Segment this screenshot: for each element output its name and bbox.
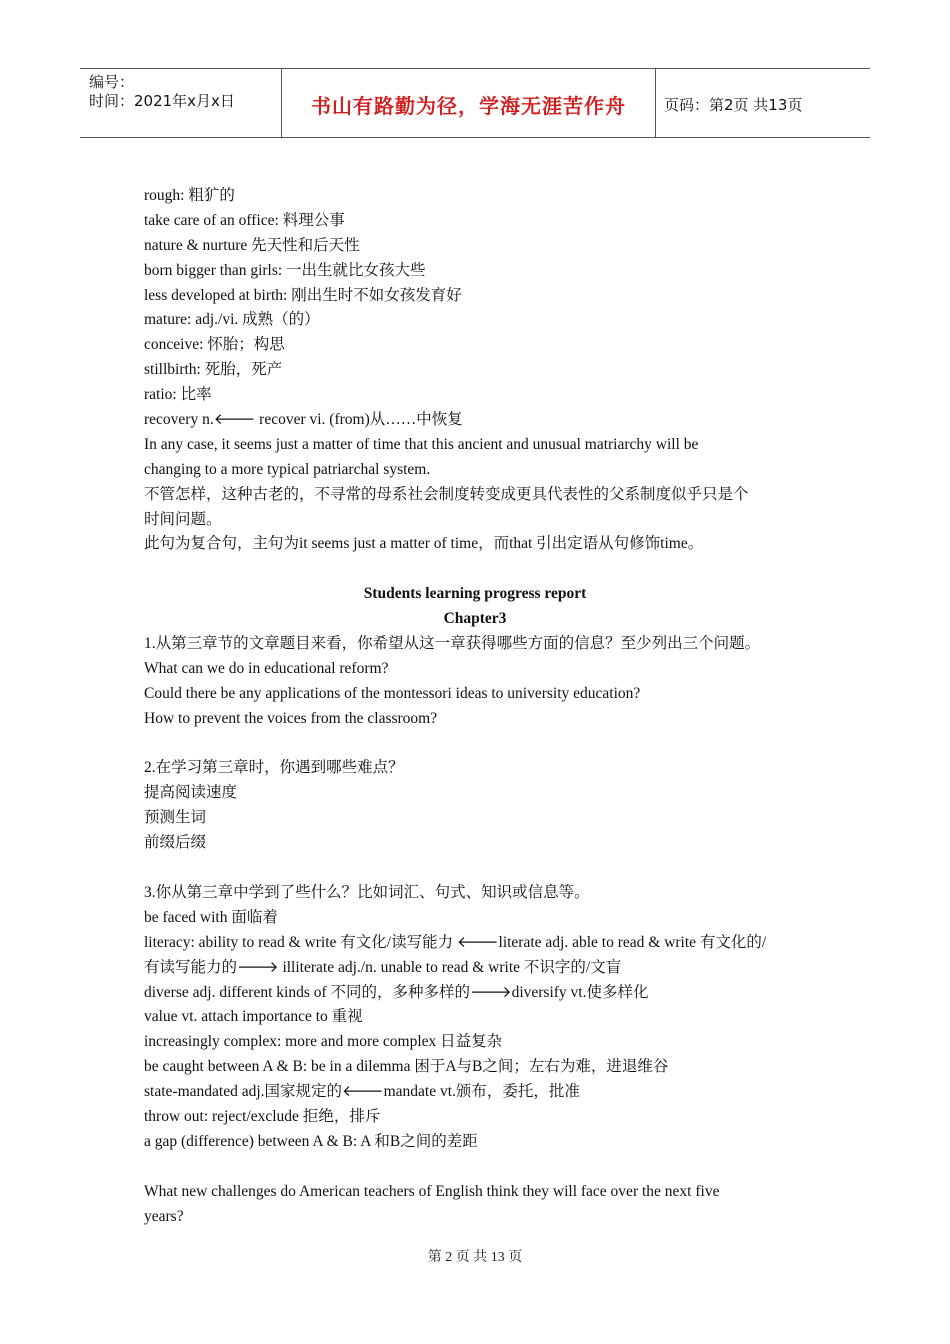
text-line: nature & nurture 先天性和后天性 (144, 236, 360, 254)
text-line: 此句为复合句，主句为it seems just a matter of time，而that 引出定语从句修饰time。 (144, 535, 704, 553)
text-line: changing to a more typical patriarchal system. (144, 460, 431, 478)
text-line: years? (144, 1207, 184, 1225)
text-line: stillbirth: 死胎，死产 (144, 361, 283, 379)
text-line: throw out: reject/exclude 拒绝，排斥 (144, 1107, 381, 1125)
header-meta-cell (80, 69, 281, 137)
document-body (144, 184, 824, 1229)
text-line: 不管怎样，这种古老的，不寻常的母系社会制度转变成更具代表性的父系制度似乎只是个 (144, 485, 749, 503)
text-line: literacy: ability to read & write 有文化/读写能力 🡐literate adj. able to read & write 有文化的/ (144, 933, 767, 951)
page-header (80, 68, 870, 138)
blank-line (144, 856, 824, 881)
text-line: What new challenges do American teachers of English think they will face over the next five (144, 1182, 720, 1200)
text-line: 预测生词 (144, 809, 207, 827)
text-line: What can we do in educational reform? (144, 659, 389, 677)
text-line: mature: adj./vi. 成熟（的） (144, 311, 320, 329)
text-line: born bigger than girls: 一出生就比女孩大些 (144, 261, 426, 279)
text-line: 前缀后缀 (144, 834, 207, 852)
text-line: state-mandated adj.国家规定的🡐mandate vt.颁布，委托，批准 (144, 1083, 580, 1101)
text-line: ratio: 比率 (144, 386, 212, 404)
text-line: a gap (difference) between A & B: A 和B之间的差距 (144, 1132, 478, 1150)
text-line: In any case, it seems just a matter of time that this ancient and unusual matriarchy will be (144, 435, 699, 453)
header-motto: 书山有路勤为径，学海无涯苦作舟 (311, 94, 626, 118)
blank-line (144, 557, 824, 582)
text-line: How to prevent the voices from the classroom? (144, 709, 438, 727)
text-line: diverse adj. different kinds of 不同的，多种多样的🡒diversify vt.使多样化 (144, 983, 649, 1001)
text-line: recovery n.🡐 recover vi. (from)从……中恢复 (144, 411, 463, 429)
text-line: rough: 粗犷的 (144, 187, 235, 204)
blank-line (144, 732, 824, 757)
text-line: be caught between A & B: be in a dilemma 困于A与B之间；左右为难，进退维谷 (144, 1058, 669, 1076)
text-line: value vt. attach importance to 重视 (144, 1008, 363, 1026)
page-info: 页码：第2页 共13页 (664, 96, 803, 114)
document-number-label: 编号： (89, 73, 135, 91)
text-line: less developed at birth: 刚出生时不如女孩发育好 (144, 286, 462, 304)
report-title: Students learning progress report (363, 585, 587, 603)
header-motto-cell (281, 69, 656, 137)
text-line: take care of an office: 料理公事 (144, 211, 345, 229)
question-heading: 3.你从第三章中学到了些什么？比如词汇、句式、知识或信息等。 (144, 883, 590, 901)
text-line: increasingly complex: more and more complex 日益复杂 (144, 1033, 503, 1051)
question-heading: 1.从第三章节的文章题目来看，你希望从这一章获得哪些方面的信息？至少列出三个问题。 (144, 635, 761, 653)
chapter-heading: Chapter3 (443, 610, 507, 628)
question-heading: 2.在学习第三章时，你遇到哪些难点？ (144, 759, 404, 777)
text-line: be faced with 面临着 (144, 908, 278, 926)
blank-line (144, 1155, 824, 1180)
text-line: conceive: 怀胎；构思 (144, 336, 285, 354)
document-date-label: 时间：2021年x月x日 (89, 92, 235, 110)
text-line: Could there be any applications of the montessori ideas to university education? (144, 684, 641, 702)
text-line: 有读写能力的🡒 illiterate adj./n. unable to read & write 不识字的/文盲 (144, 958, 622, 976)
page-footer: 第 2 页 共 13 页 (427, 1250, 523, 1265)
text-line: 时间问题。 (144, 510, 222, 528)
header-page-cell (655, 69, 870, 137)
text-line: 提高阅读速度 (144, 784, 238, 802)
